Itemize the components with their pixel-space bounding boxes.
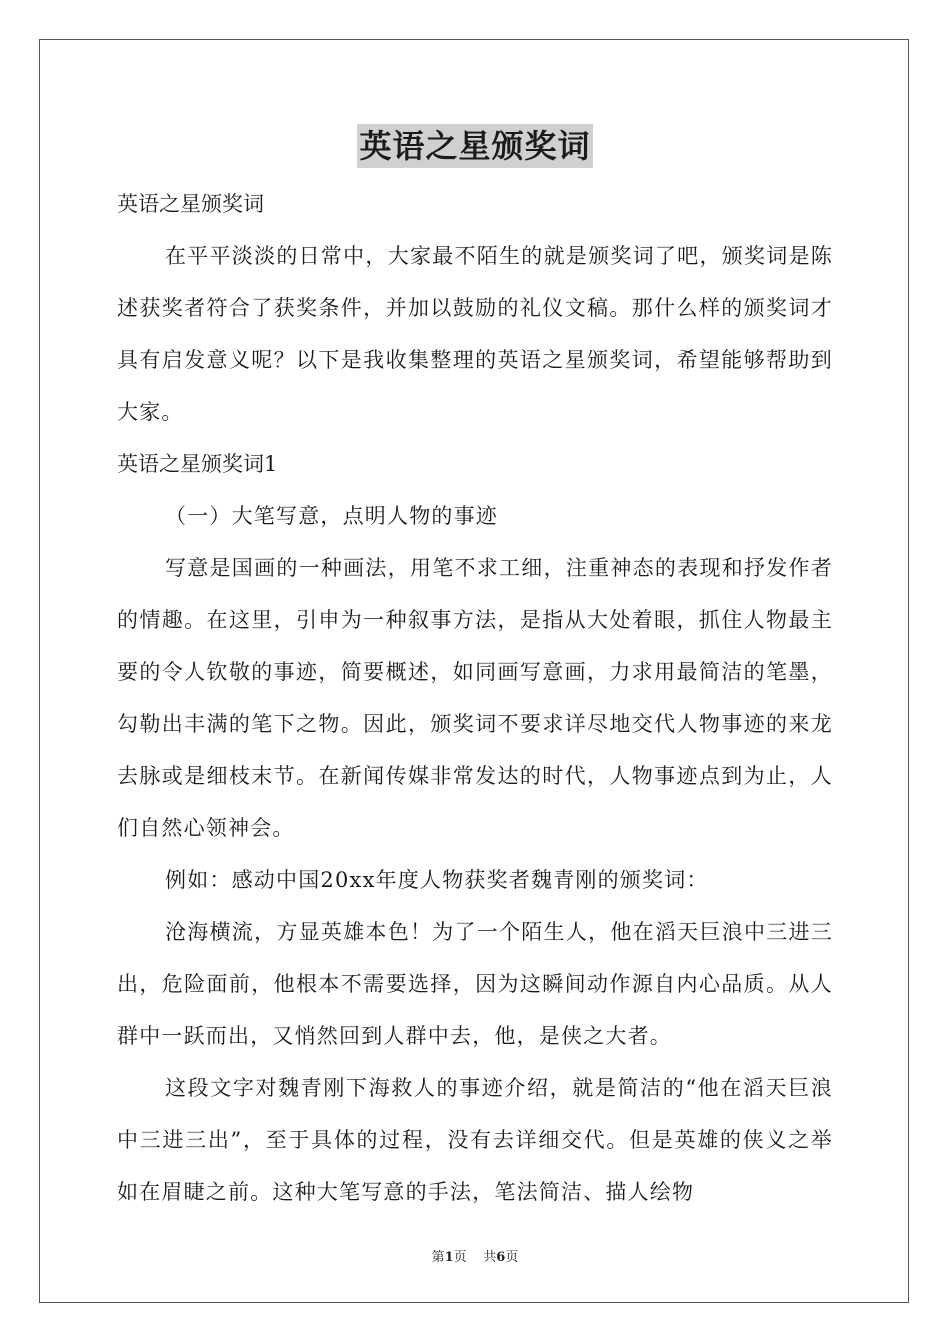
section-heading: 英语之星颁奖词1 — [117, 452, 278, 476]
footer-total-prefix: 共 — [483, 1250, 497, 1265]
document-body — [117, 178, 833, 1218]
total-pages: 6 — [496, 1250, 506, 1265]
subtitle: 英语之星颁奖词 — [117, 192, 264, 216]
subsection-heading: （一）大笔写意，点明人物的事迹 — [165, 504, 498, 528]
body-paragraph: 这段文字对魏青刚下海救人的事迹介绍，就是简洁的“他在滔天巨浪中三进三出”，至于具体的过程，没有去详细交代。但是英雄的侠义之举如在眉睫之前。这种大笔写意的手法，笔法简洁、描人绘物 — [117, 1076, 833, 1204]
footer-page-suffix: 页 — [453, 1250, 467, 1265]
document-title: 英语之星颁奖词 — [357, 124, 592, 168]
body-paragraph: 例如：感动中国20xx年度人物获奖者魏青刚的颁奖词： — [165, 868, 709, 892]
footer-total-suffix: 页 — [505, 1250, 519, 1265]
footer-prefix: 第 — [431, 1250, 445, 1265]
body-paragraph: 沧海横流，方显英雄本色！为了一个陌生人，他在滔天巨浪中三进三出，危险面前，他根本不需要选择，因为这瞬间动作源自内心品质。从人群中一跃而出，又悄然回到人群中去，他，是侠之大者。 — [117, 920, 833, 1048]
title-container — [0, 124, 950, 168]
page-footer — [0, 1246, 950, 1265]
page-number: 1 — [444, 1250, 454, 1265]
body-paragraph: 写意是国画的一种画法，用笔不求工细，注重神态的表现和抒发作者的情趣。在这里，引申为一种叙事方法，是指从大处着眼，抓住人物最主要的令人钦敬的事迹，简要概述，如同画写意画，力求用最简洁的笔墨，勾勒出丰满的笔下之物。因此，颁奖词不要求详尽地交代人物事迹的来龙去脉或是细枝末节。在新闻传媒非常发达的时代，人物事迹点到为止，人们自然心领神会。 — [117, 556, 833, 840]
intro-paragraph: 在平平淡淡的日常中，大家最不陌生的就是颁奖词了吧，颁奖词是陈述获奖者符合了获奖条件，并加以鼓励的礼仪文稿。那什么样的颁奖词才具有启发意义呢？以下是我收集整理的英语之星颁奖词，希望能够帮助到大家。 — [117, 244, 833, 424]
